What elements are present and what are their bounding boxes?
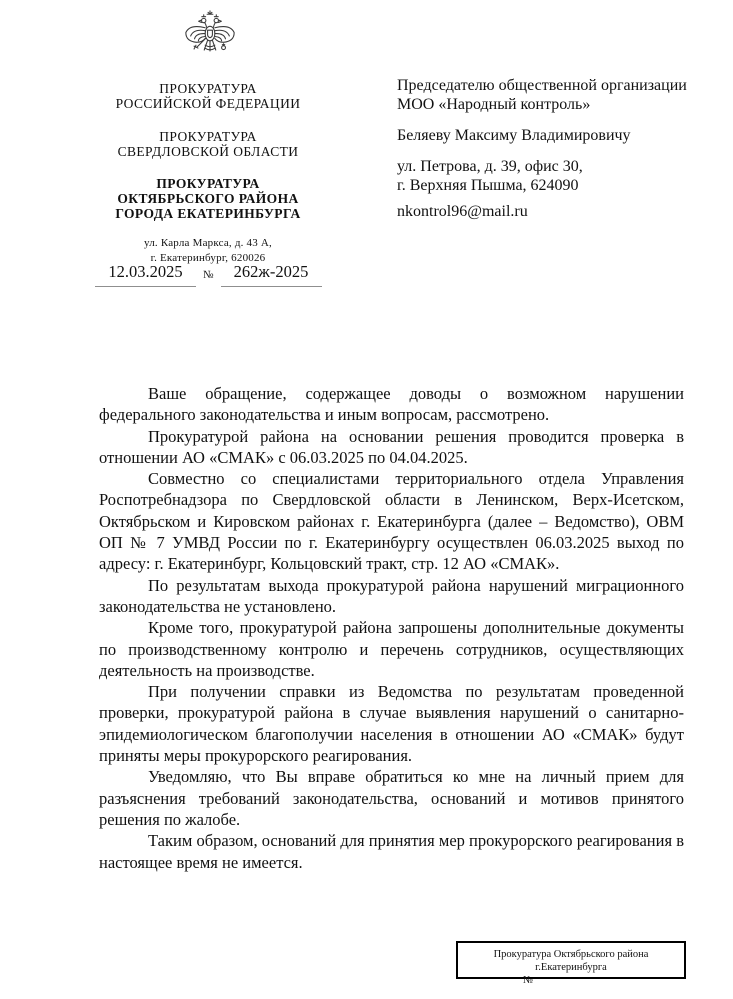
letterhead-line: ПРОКУРАТУРА bbox=[159, 129, 257, 144]
date-number-line bbox=[95, 262, 335, 287]
letterhead-line: ГОРОДА ЕКАТЕРИНБУРГА bbox=[115, 206, 301, 221]
russian-coat-of-arms-icon bbox=[181, 6, 239, 66]
addressee-address bbox=[397, 157, 693, 195]
letterhead-address-line: г. Екатеринбург, 620026 bbox=[150, 251, 266, 264]
addressee-address-line: ул. Петрова, д. 39, офис 30, bbox=[397, 158, 583, 175]
addressee-block bbox=[397, 76, 693, 228]
letterhead-line: ПРОКУРАТУРА bbox=[156, 176, 260, 191]
stamp-org-line: Прокуратура Октябрьского района г.Екатеринбурга bbox=[493, 949, 649, 973]
body-paragraph: Таким образом, оснований для принятия мер прокурорского реагирования в настоящее время не имеется. bbox=[99, 831, 684, 872]
letterhead-line: ПРОКУРАТУРА bbox=[159, 81, 257, 96]
registration-stamp-box bbox=[456, 941, 686, 986]
number-sign-label: № bbox=[203, 269, 214, 281]
letterhead-address bbox=[85, 236, 331, 265]
body-paragraph: Кроме того, прокуратурой района запрошены дополнительные документы по производственному контролю и перечень сотрудников, осуществляющих деятельность на производстве. bbox=[99, 618, 684, 680]
letterhead-region bbox=[85, 129, 331, 159]
addressee-name: Беляеву Максиму Владимировичу bbox=[397, 127, 631, 144]
document-number: 262ж-2025 bbox=[221, 262, 322, 287]
body-paragraph: Ваше обращение, содержащее доводы о возможном нарушении федерального законодательства и иным вопросам, рассмотрено. bbox=[99, 384, 684, 425]
body-paragraph: По результатам выхода прокуратурой района нарушений миграционного законодательства не установлено. bbox=[99, 575, 684, 616]
stamp-number-label: № bbox=[523, 975, 534, 986]
addressee-email: nkontrol96@mail.ru bbox=[397, 203, 528, 220]
letterhead-line: ОКТЯБРЬСКОГО РАЙОНА bbox=[117, 191, 299, 206]
letterhead-line: СВЕРДЛОВСКОЙ ОБЛАСТИ bbox=[117, 144, 299, 159]
body-paragraph: При получении справки из Ведомства по результатам проведенной проверки, прокуратурой района в случае выявления нарушений о санитарно-эпидемиологическом благополучии населения в отношении АО «СМАК» будут приняты меры прокурорского реагирования. bbox=[99, 682, 684, 766]
addressee-position: Председателю общественной организации МОО «Народный контроль» bbox=[397, 77, 687, 113]
document-date: 12.03.2025 bbox=[95, 262, 196, 287]
letter-body bbox=[99, 383, 684, 873]
letterhead-address-line: ул. Карла Маркса, д. 43 А, bbox=[144, 237, 272, 249]
body-paragraph: Прокуратурой района на основании решения проводится проверка в отношении АО «СМАК» с 06.03.2025 по 04.04.2025. bbox=[99, 426, 684, 467]
letterhead-line: РОССИЙСКОЙ ФЕДЕРАЦИИ bbox=[115, 96, 301, 111]
addressee-address-line: г. Верхняя Пышма, 624090 bbox=[397, 177, 579, 194]
letterhead-federation bbox=[85, 81, 331, 111]
body-paragraph: Совместно со специалистами территориального отдела Управления Роспотребнадзора по Свердловской области в Ленинском, Верх-Исетском, Октябрьском и Кировском районах г. Екатеринбурга (далее – Ведомство), ОВМ ОП № 7 УМВД России по г. Екатеринбургу осуществлен 06.03.2025 выход по адресу: г. Екатеринбург, Кольцовский тракт, стр. 12 АО «СМАК». bbox=[99, 469, 684, 574]
letterhead-district bbox=[85, 176, 331, 221]
body-paragraph: Уведомляю, что Вы вправе обратиться ко мне на личный прием для разъяснения требований законодательства, оснований и мотивов принятого решения по жалобе. bbox=[99, 767, 684, 829]
